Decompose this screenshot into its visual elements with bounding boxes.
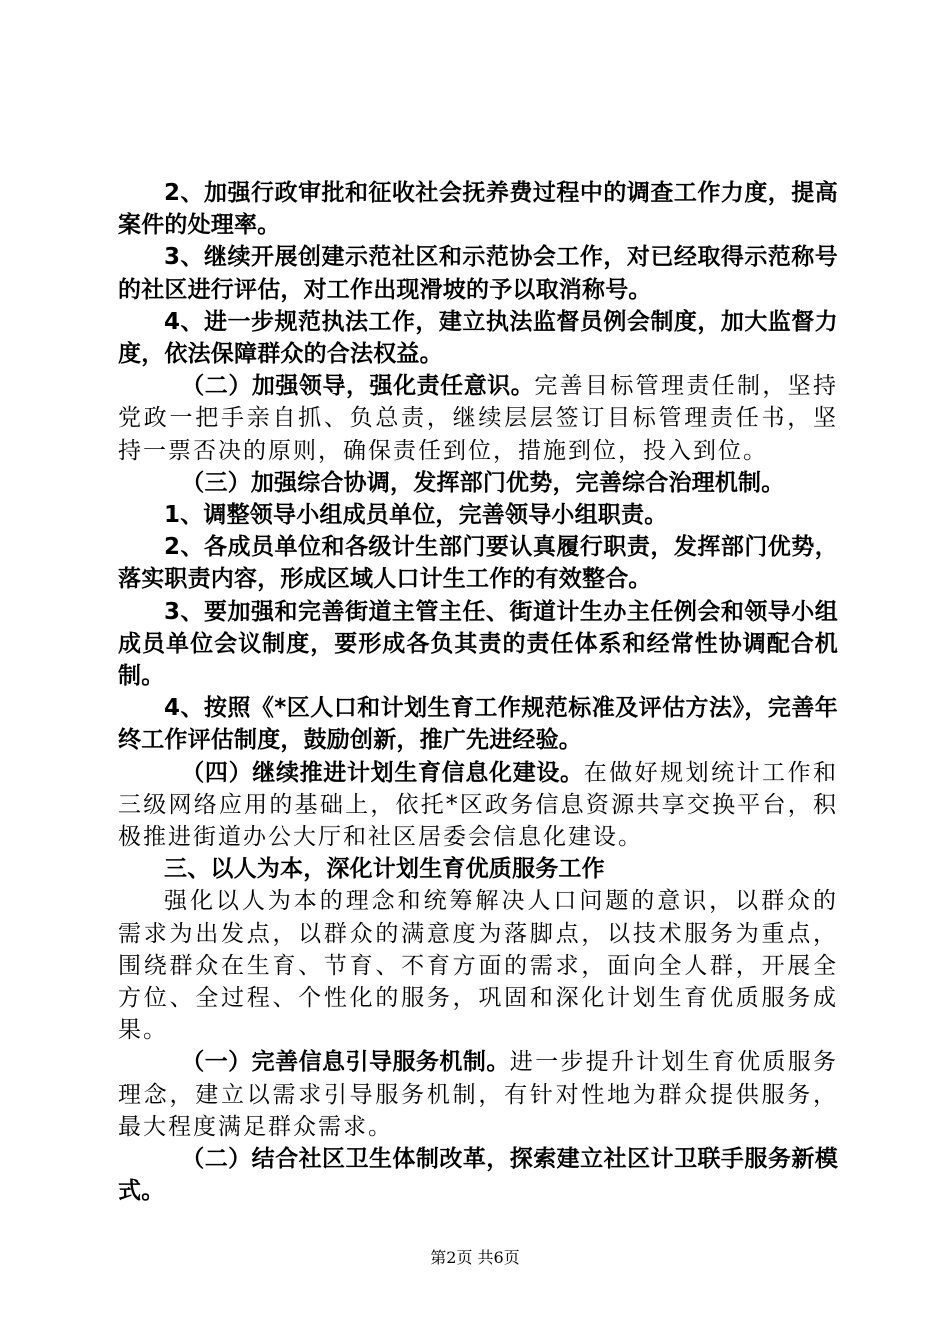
paragraph-3	[118, 306, 838, 370]
document-body	[118, 177, 838, 1208]
page-number-label: 第2页 共6页	[430, 1248, 520, 1267]
paragraph-1	[118, 177, 838, 241]
paragraph-7-lead: 2、各成员单位和各级计生部门要认真履行职责，发挥部门优势，落实职责内容，形成区域人口计生工作的有效整合。	[118, 534, 838, 593]
paragraph-13-lead: （一）完善信息引导服务机制。	[181, 1049, 510, 1076]
paragraph-10-body: 在做好规划统计工作和三级网络应用的基础上，依托*区政务信息资源共享交换平台，积极推进街道办公大厅和社区居委会信息化建设。	[118, 759, 839, 851]
paragraph-4-lead: （二）加强领导，强化责任意识。	[181, 373, 535, 400]
paragraph-14	[118, 1143, 838, 1207]
paragraph-9	[118, 692, 838, 756]
paragraph-13	[118, 1046, 838, 1143]
paragraph-5-lead: （三）加强综合协调，发挥部门优势，完善综合治理机制。	[181, 469, 785, 496]
paragraph-13-body: 进一步提升计划生育优质服务理念，建立以需求引导服务机制，有针对性地为群众提供服务，最大程度满足群众需求。	[118, 1049, 838, 1140]
paragraph-4-body: 完善目标管理责任制，坚持党政一把手亲自抓、负总责，继续层层签订目标管理责任书，坚持一票否决的原则，确保责任到位，措施到位，投入到位。	[118, 373, 839, 464]
paragraph-8	[118, 596, 838, 693]
paragraph-1-lead: 2、加强行政审批和征收社会抚养费过程中的调查工作力度，提高案件的处理率。	[118, 180, 838, 239]
paragraph-2	[118, 241, 838, 305]
section-heading-text: 三、以人为本，深化计划生育优质服务工作	[164, 856, 605, 883]
section-heading	[118, 853, 838, 885]
paragraph-14-lead: （二）结合社区卫生体制改革，探索建立社区计卫联手服务新模式。	[118, 1146, 838, 1205]
page-footer	[0, 1245, 950, 1268]
paragraph-10-lead: （四）继续推进计划生育信息化建设。	[181, 759, 584, 786]
paragraph-8-lead: 3、要加强和完善街道主管主任、街道计生办主任例会和领导小组成员单位会议制度，要形成各负其责的责任体系和经常性协调配合机制。	[118, 598, 838, 690]
paragraph-6	[118, 499, 838, 531]
paragraph-5	[118, 467, 838, 499]
paragraph-12	[118, 885, 838, 1046]
paragraph-4	[118, 370, 838, 467]
paragraph-10	[118, 757, 838, 854]
paragraph-3-lead: 4、进一步规范执法工作，建立执法监督员例会制度，加大监督力度，依法保障群众的合法权益。	[118, 308, 838, 368]
paragraph-12-body: 强化以人为本的理念和统筹解决人口问题的意识，以群众的需求为出发点，以群众的满意度为落脚点，以技术服务为重点，围绕群众在生育、节育、不育方面的需求，面向全人群，开展全方位、全过程、个性化的服务，巩固和深化计划生育优质服务成果。	[118, 888, 838, 1044]
paragraph-9-lead: 4、按照《*区人口和计划生育工作规范标准及评估方法》，完善年终工作评估制度，鼓励创新，推广先进经验。	[118, 695, 838, 754]
paragraph-2-lead: 3、继续开展创建示范社区和示范协会工作，对已经取得示范称号的社区进行评估，对工作出现滑坡的予以取消称号。	[118, 244, 838, 303]
paragraph-6-lead: 1、调整领导小组成员单位，完善领导小组职责。	[164, 502, 668, 529]
paragraph-7	[118, 531, 838, 595]
